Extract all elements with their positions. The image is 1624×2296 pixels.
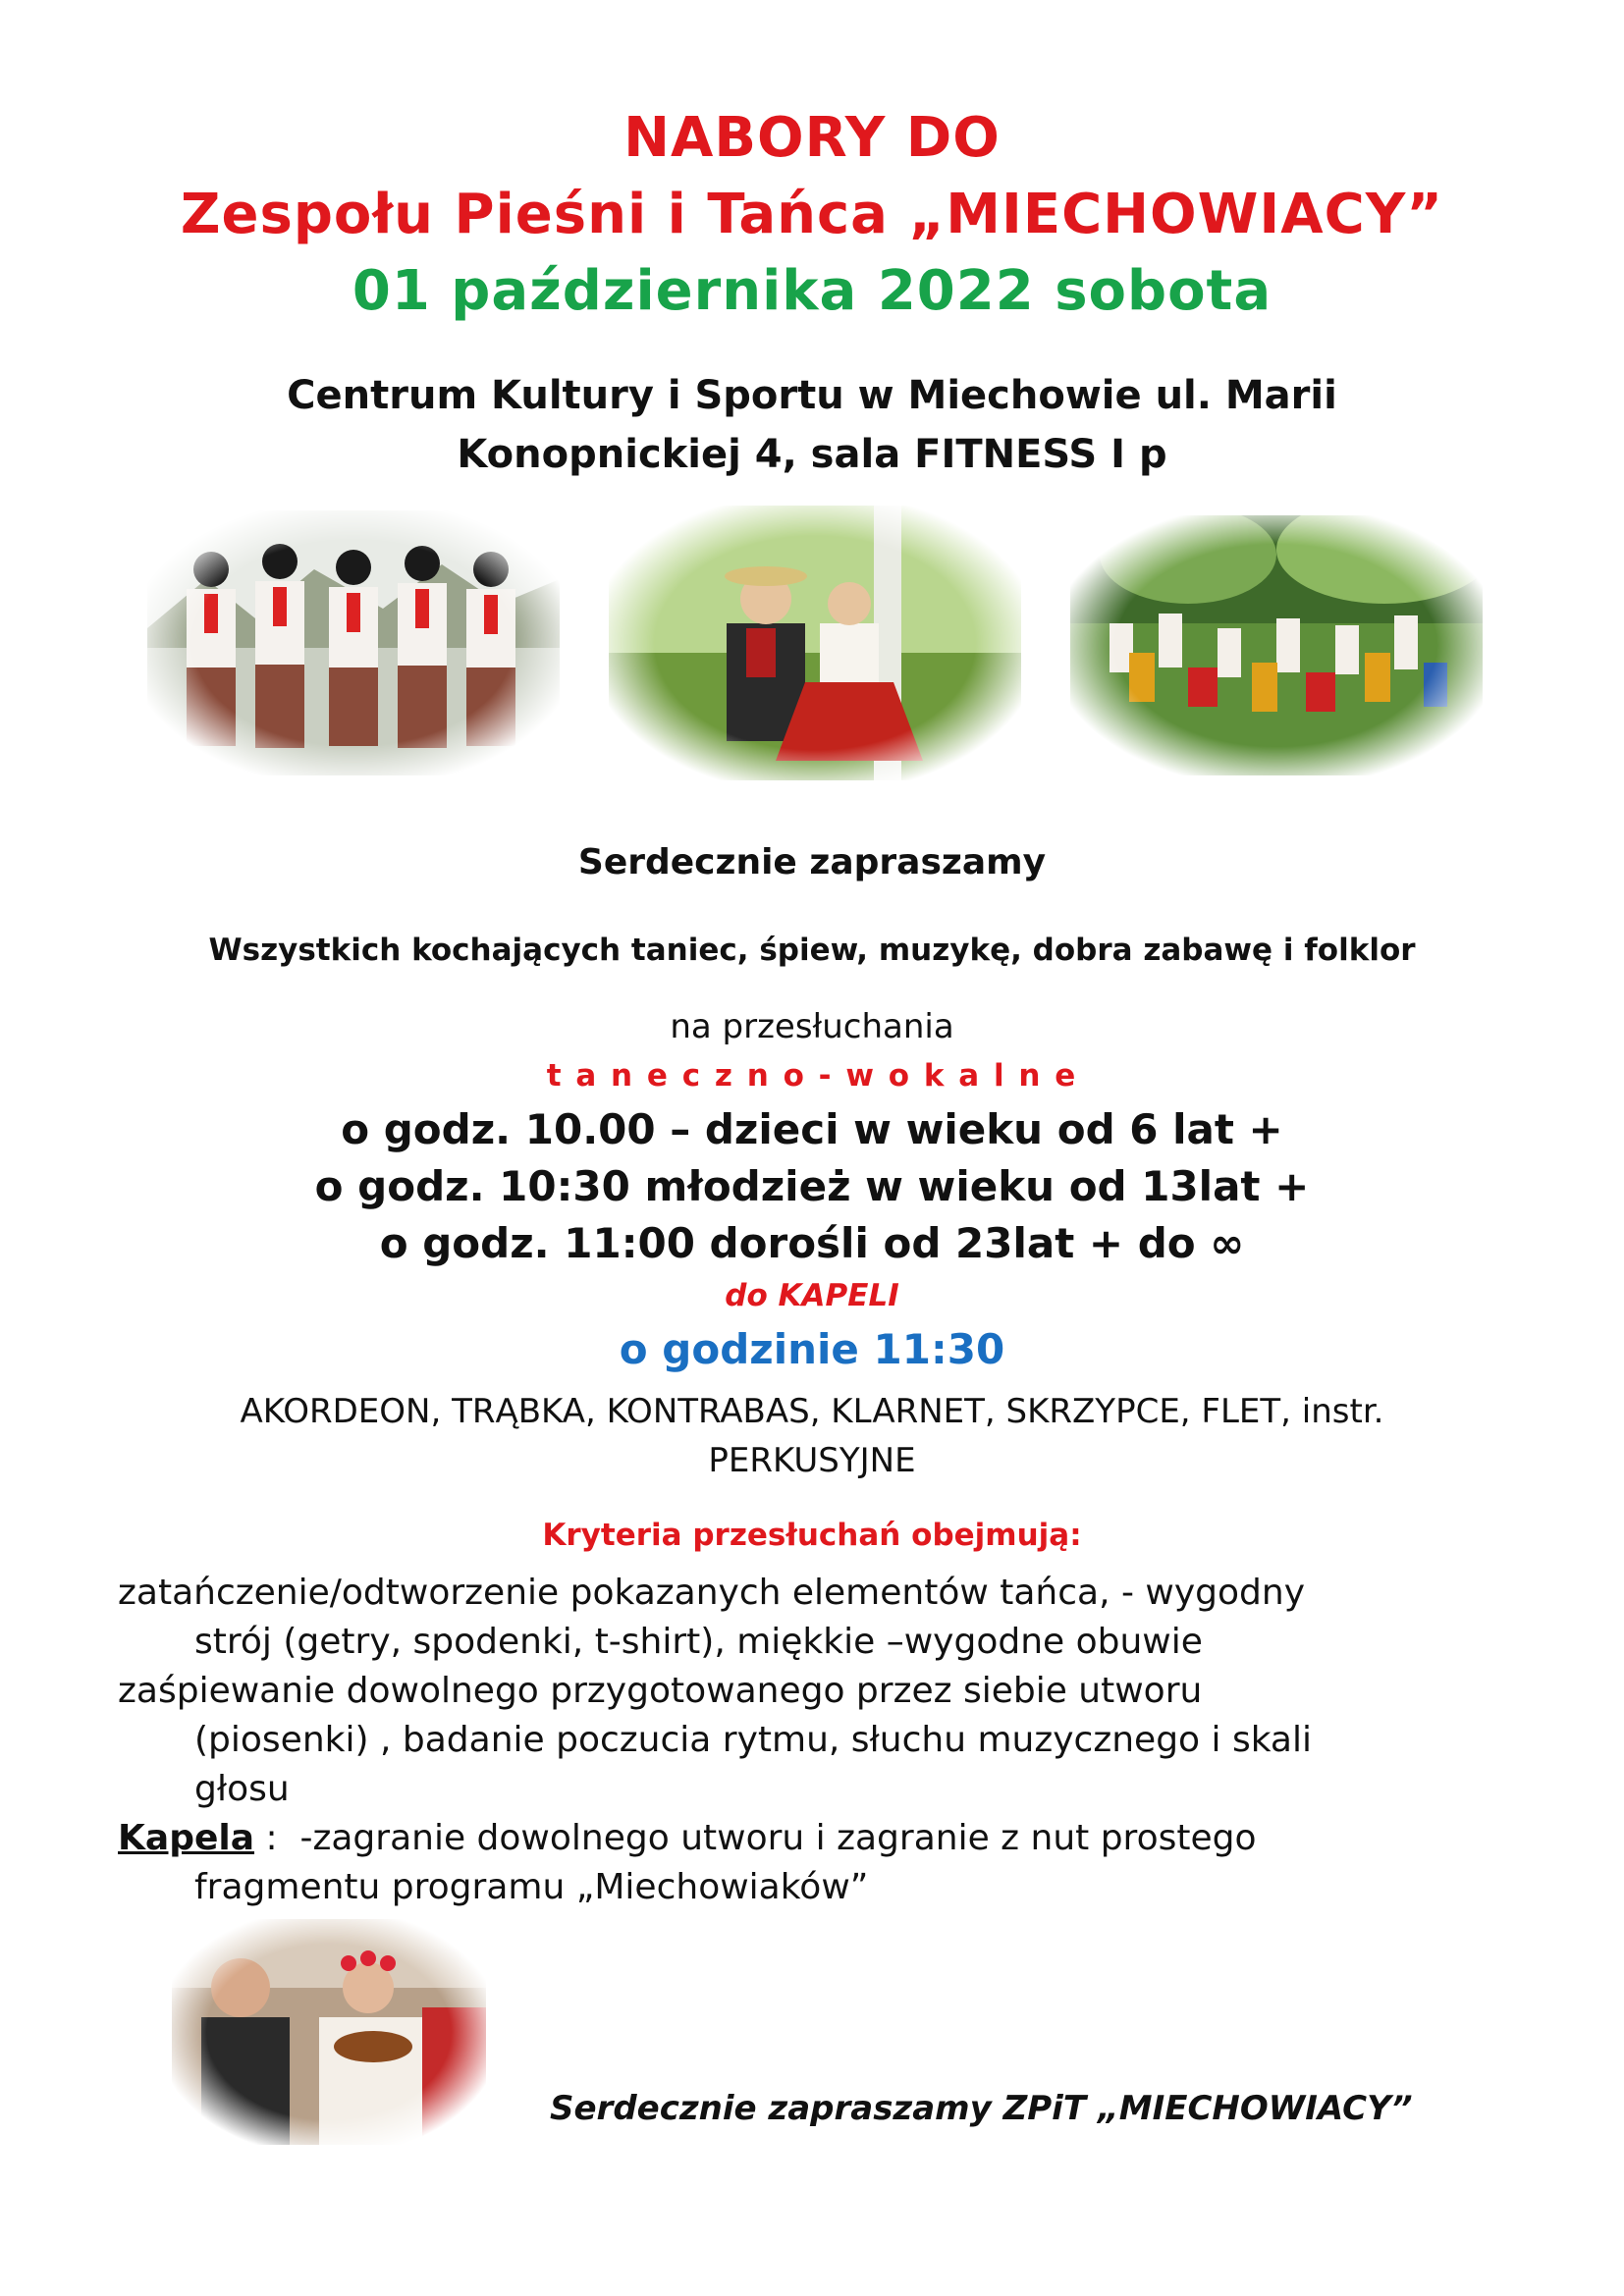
- criteria-dance-line-2: strój (getry, spodenki, t-shirt), miękkie –wygodne obuwie: [194, 1622, 1203, 1662]
- invite-subtitle: Wszystkich kochających taniec, śpiew, muzykę, dobra zabawę i folklor: [208, 933, 1416, 968]
- venue-line-2: Konopnickiej 4, sala FITNESS I p: [457, 432, 1167, 477]
- headline-nabory: NABORY DO: [623, 106, 1001, 170]
- instruments-line-2: PERKUSYJNE: [708, 1441, 916, 1480]
- criteria-band-separator: :: [254, 1818, 300, 1858]
- headline-date: 01 października 2022 sobota: [352, 259, 1272, 323]
- footer-signature: Serdecznie zapraszamy ZPiT „MIECHOWIACY”: [550, 2089, 1413, 2128]
- photo-dancers-group: [147, 510, 560, 775]
- criteria-title: Kryteria przesłuchań obejmują:: [542, 1518, 1082, 1553]
- invite-title: Serdecznie zapraszamy: [577, 842, 1047, 882]
- criteria-sing-line-1: zaśpiewanie dowolnego przygotowanego przez siebie utworu: [118, 1671, 1203, 1711]
- criteria-band-line-2: fragmentu programu „Miechowiaków”: [194, 1867, 869, 1907]
- criteria-dance-line-1: zatańczenie/odtworzenie pokazanych elementów tańca, - wygodny: [118, 1573, 1306, 1613]
- schedule-adults: o godz. 11:00 dorośli od 23lat + do ∞: [379, 1219, 1245, 1267]
- criteria-band-line-1: [118, 1814, 1571, 1863]
- criteria-sing-line-2: (piosenki) , badanie poczucia rytmu, słuchu muzycznego i skali: [194, 1720, 1312, 1760]
- auditions-type: t a n e c z n o - w o k a l n e: [546, 1058, 1078, 1094]
- schedule-youth: o godz. 10:30 młodzież w wieku od 13lat +: [314, 1162, 1310, 1210]
- band-label: do KAPELI: [725, 1278, 899, 1313]
- band-time: o godzinie 11:30: [619, 1325, 1005, 1373]
- criteria-list: [118, 1569, 1571, 1912]
- criteria-band-word: Kapela: [118, 1818, 255, 1858]
- auditions-label: na przesłuchania: [670, 1007, 954, 1046]
- criteria-band-text: -zagranie dowolnego utworu i zagranie z nut prostego: [299, 1818, 1257, 1858]
- instruments-line-1: AKORDEON, TRĄBKA, KONTRABAS, KLARNET, SKRZYPCE, FLET, instr.: [240, 1392, 1384, 1431]
- venue-line-1: Centrum Kultury i Sportu w Miechowie ul. Marii: [287, 373, 1337, 418]
- headline-ensemble-name: Zespołu Pieśni i Tańca „MIECHOWIACY”: [180, 183, 1444, 246]
- photo-dancing-couple: [609, 506, 1021, 780]
- criteria-sing-line-3: głosu: [194, 1769, 290, 1809]
- schedule-children: o godz. 10.00 – dzieci w wieku od 6 lat +: [341, 1105, 1283, 1153]
- photo-children-circle-dance: [1070, 515, 1483, 775]
- photo-band-musicians: [172, 1919, 486, 2145]
